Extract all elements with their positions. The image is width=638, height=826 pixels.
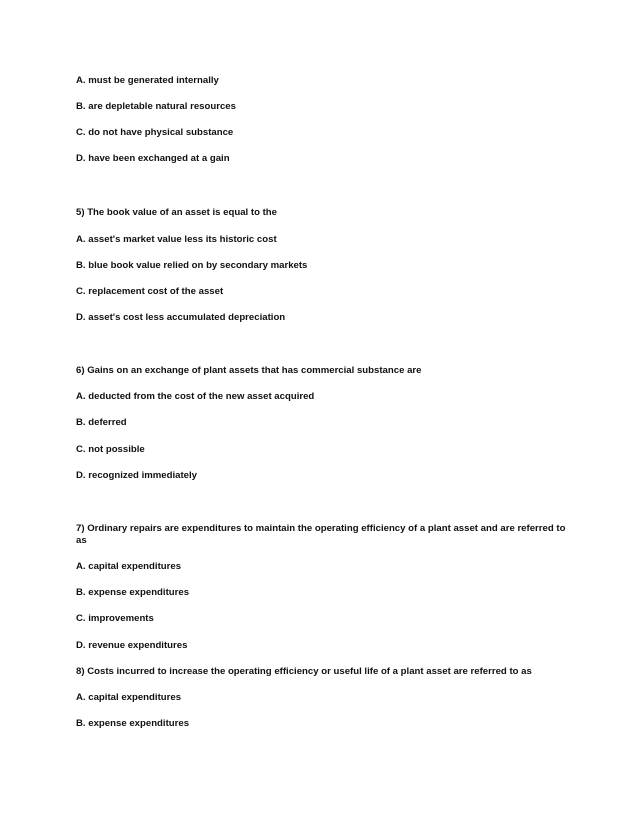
q7-question: 7) Ordinary repairs are expenditures to maintain the operating efficiency of a plant asset and are referred to as (76, 523, 566, 546)
q7-option-c: C. improvements (76, 613, 154, 624)
q6-option-a: A. deducted from the cost of the new asset acquired (76, 391, 315, 402)
q4-option-b: B. are depletable natural resources (76, 101, 236, 112)
q7-option-a: A. capital expenditures (76, 561, 182, 572)
q6-option-c: C. not possible (76, 444, 145, 455)
q7-option-b: B. expense expenditures (76, 587, 190, 598)
q5-option-c: C. replacement cost of the asset (76, 286, 224, 297)
q6-question: 6) Gains on an exchange of plant assets that has commercial substance are (76, 365, 422, 376)
q6-option-b: B. deferred (76, 417, 127, 428)
q5-option-a: A. asset's market value less its historic cost (76, 234, 277, 245)
q8-question: 8) Costs incurred to increase the operating efficiency or useful life of a plant asset are referred to as (76, 666, 532, 677)
q4-option-d: D. have been exchanged at a gain (76, 153, 230, 164)
q8-option-a: A. capital expenditures (76, 692, 182, 703)
q4-option-a: A. must be generated internally (76, 75, 219, 86)
q8-option-b: B. expense expenditures (76, 718, 190, 729)
q5-question: 5) The book value of an asset is equal to the (76, 207, 277, 218)
q4-option-c: C. do not have physical substance (76, 127, 234, 138)
q6-option-d: D. recognized immediately (76, 470, 198, 481)
q5-option-b: B. blue book value relied on by secondary markets (76, 260, 308, 271)
q7-option-d: D. revenue expenditures (76, 640, 188, 651)
q5-option-d: D. asset's cost less accumulated depreciation (76, 312, 286, 323)
